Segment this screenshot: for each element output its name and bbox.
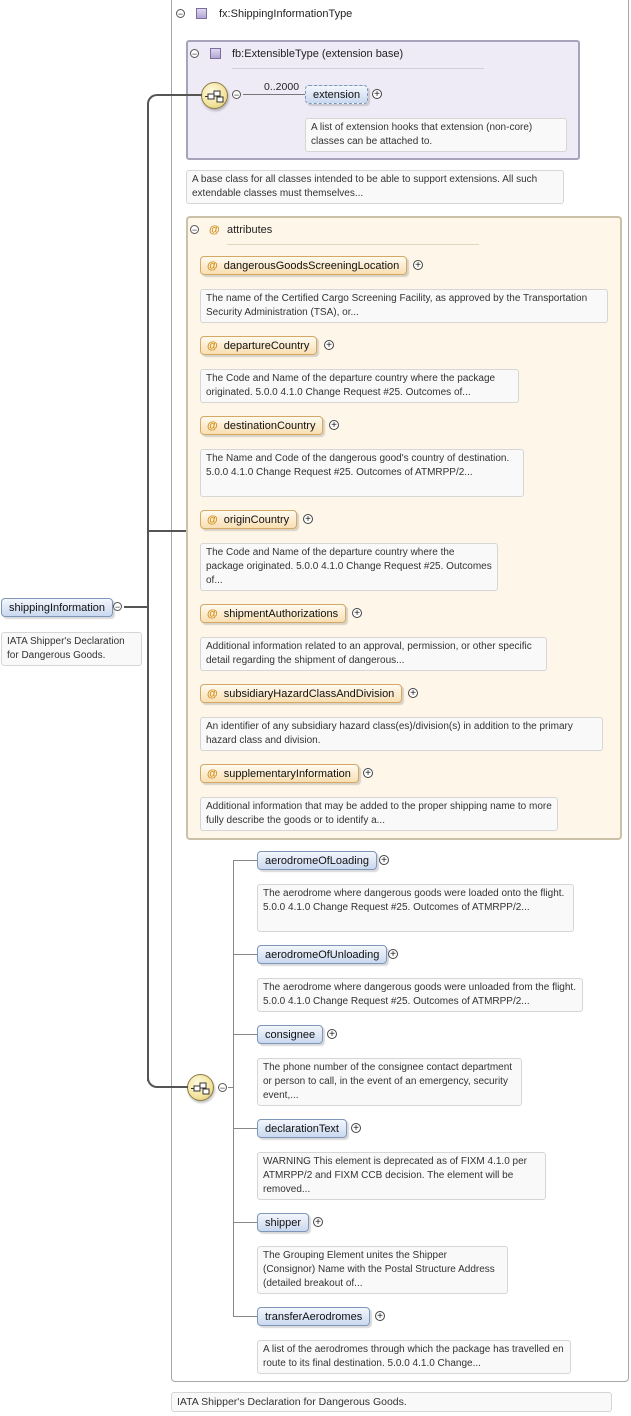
attribute-at-icon: @ — [207, 420, 218, 432]
extension-sequence-collapse-icon[interactable]: − — [233, 90, 240, 100]
element-doc: WARNING This element is deprecated as of FIXM 4.1.0 per ATMRPP/2 and FIXM CCB decision. The element will be removed... — [257, 1152, 546, 1200]
attribute-destinationCountry[interactable] — [200, 416, 323, 435]
attribute-at-icon: @ — [207, 768, 218, 780]
sequence-glyph-icon — [188, 1075, 215, 1102]
attribute-departureCountry[interactable] — [200, 336, 317, 355]
attribute-doc: The Code and Name of the departure country where the package originated. 5.0.0 4.1.0 Change Request #25. Outcomes of... — [200, 543, 498, 591]
extension-connector-line — [243, 94, 305, 95]
element-declarationText[interactable]: declarationText — [257, 1119, 347, 1138]
extension-base-collapse-icon[interactable]: − — [191, 49, 198, 59]
attribute-expand-icon[interactable]: + — [303, 514, 313, 524]
attribute-expand-icon[interactable]: + — [413, 260, 423, 270]
attribute-label: originCountry — [223, 514, 290, 526]
attribute-doc: The name of the Certified Cargo Screening Facility, as approved by the Transportation Security Administration (TSA), or... — [200, 289, 608, 323]
extension-sequence-connector — [157, 94, 202, 96]
attributes-connector — [148, 530, 186, 532]
element-shipper[interactable]: shipper — [257, 1213, 309, 1232]
attributes-title: attributes — [227, 224, 273, 236]
element-consignee[interactable]: consignee — [257, 1025, 323, 1044]
attribute-at-icon: @ — [207, 608, 218, 620]
attribute-expand-icon[interactable]: + — [352, 608, 362, 618]
sequence-branch-line — [233, 860, 257, 861]
attribute-doc: An identifier of any subsidiary hazard class(es)/division(s) in addition to the primary hazard class and division. — [200, 717, 603, 751]
element-doc: A list of the aerodromes through which the package has travelled en route to its final destination. 5.0.0 4.1.0 Change... — [257, 1340, 571, 1374]
sequence-stub-line — [228, 1087, 234, 1088]
sequence-branch-line — [233, 954, 257, 955]
element-doc: The Grouping Element unites the Shipper (Consignor) Name with the Postal Structure Address (detailed breakout of... — [257, 1246, 508, 1294]
attribute-originCountry[interactable] — [200, 510, 297, 529]
extension-base-title: fb:ExtensibleType (extension base) — [232, 48, 404, 60]
element-aerodromeOfUnloading[interactable]: aerodromeOfUnloading — [257, 945, 387, 964]
attributes-collapse-icon[interactable]: − — [191, 225, 198, 235]
attribute-doc: Additional information that may be added to the proper shipping name to more fully describe the goods or to identify a... — [200, 797, 558, 831]
main-vertical-connector — [147, 105, 149, 1081]
element-aerodromeOfLoading[interactable]: aerodromeOfLoading — [257, 851, 377, 870]
root-element-doc: IATA Shipper's Declaration for Dangerous Goods. — [1, 632, 142, 666]
attribute-at-icon: @ — [207, 688, 218, 700]
attribute-doc: Additional information related to an approval, permission, or other specific detail regarding the shipment of dangerous... — [200, 637, 547, 671]
extension-element[interactable]: extension — [305, 85, 368, 104]
attribute-at-icon: @ — [207, 340, 218, 352]
attributes-title-underline — [227, 244, 479, 245]
attribute-label: supplementaryInformation — [223, 768, 351, 780]
attribute-shipmentAuthorizations[interactable] — [200, 604, 346, 623]
attribute-label: departureCountry — [223, 340, 310, 352]
extension-element-doc: A list of extension hooks that extension (non-core) classes can be attached to. — [305, 118, 567, 152]
element-expand-icon[interactable]: + — [351, 1123, 361, 1133]
extension-base-type-icon — [210, 48, 221, 59]
root-element-shippingInformation[interactable]: shippingInformation — [1, 598, 113, 617]
sequence-branch-line — [233, 1034, 257, 1035]
attribute-at-icon: @ — [207, 260, 218, 272]
sequence-vertical-line — [233, 860, 234, 1317]
element-doc: The aerodrome where dangerous goods were unloaded from the flight. 5.0.0 4.1.0 Change Request #25. Outcomes of ATMRPP/2... — [257, 978, 583, 1012]
sequence-branch-line — [233, 1128, 257, 1129]
extension-base-doc: A base class for all classes intended to be able to support extensions. All such extendable classes must themselves... — [186, 170, 564, 204]
attribute-at-icon: @ — [207, 514, 218, 526]
element-expand-icon[interactable]: + — [375, 1311, 385, 1321]
root-collapse-icon[interactable]: − — [114, 602, 121, 612]
sequence-compositor-icon[interactable] — [201, 82, 228, 109]
main-sequence-collapse-icon[interactable]: − — [219, 1083, 226, 1093]
sequence-glyph-icon — [202, 83, 229, 110]
element-expand-icon[interactable]: + — [379, 855, 389, 865]
element-expand-icon[interactable]: + — [313, 1217, 323, 1227]
extension-cardinality: 0..2000 — [264, 81, 300, 93]
sequence-branch-line — [233, 1222, 257, 1223]
attribute-supplementaryInformation[interactable] — [200, 764, 359, 783]
type-title: fx:ShippingInformationType — [219, 8, 353, 20]
attribute-doc: The Code and Name of the departure country where the package originated. 5.0.0 4.1.0 Change Request #25. Outcomes of... — [200, 369, 519, 403]
attribute-subsidiaryHazardClassAndDivision[interactable] — [200, 684, 402, 703]
attribute-dangerousGoodsScreeningLocation[interactable] — [200, 256, 407, 275]
element-expand-icon[interactable]: + — [327, 1029, 337, 1039]
attribute-expand-icon[interactable]: + — [363, 768, 373, 778]
attribute-expand-icon[interactable]: + — [329, 420, 339, 430]
complex-type-icon — [196, 8, 207, 19]
attribute-doc: The Name and Code of the dangerous good's country of destination. 5.0.0 4.1.0 Change Request #25. Outcomes of ATMRPP/2... — [200, 449, 524, 497]
extension-expand-icon[interactable]: + — [372, 89, 382, 99]
element-transferAerodromes[interactable]: transferAerodromes — [257, 1307, 370, 1326]
type-doc: IATA Shipper's Declaration for Dangerous Goods. — [171, 1392, 612, 1412]
attributes-at-icon: @ — [209, 224, 220, 236]
type-collapse-icon[interactable]: − — [177, 9, 184, 19]
attribute-label: dangerousGoodsScreeningLocation — [223, 260, 400, 272]
root-connector-line — [124, 606, 148, 608]
attribute-expand-icon[interactable]: + — [408, 688, 418, 698]
attribute-expand-icon[interactable]: + — [324, 340, 334, 350]
attribute-label: destinationCountry — [223, 420, 316, 432]
sequence-branch-line — [233, 1316, 257, 1317]
main-sequence-compositor-icon[interactable] — [187, 1074, 214, 1101]
attribute-label: shipmentAuthorizations — [223, 608, 339, 620]
element-doc: The phone number of the consignee contact department or person to call, in the event of an emergency, security event,... — [257, 1058, 522, 1106]
extension-base-title-underline — [232, 68, 484, 69]
main-sequence-connector — [157, 1086, 188, 1088]
element-expand-icon[interactable]: + — [388, 949, 398, 959]
element-doc: The aerodrome where dangerous goods were loaded onto the flight. 5.0.0 4.1.0 Change Request #25. Outcomes of ATMRPP/2... — [257, 884, 574, 932]
attribute-label: subsidiaryHazardClassAndDivision — [223, 688, 395, 700]
